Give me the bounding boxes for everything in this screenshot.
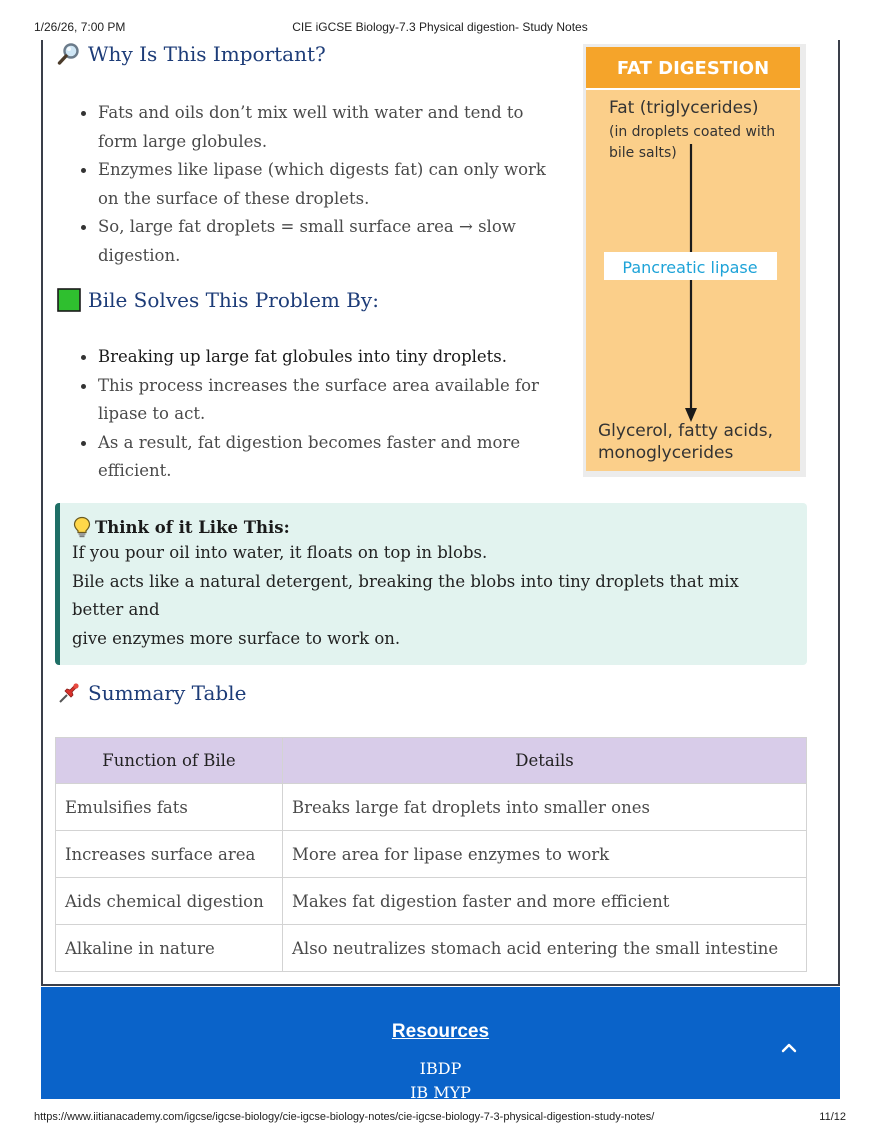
- magnifier-icon: [57, 42, 81, 66]
- table-cell: Increases surface area: [56, 831, 283, 878]
- table-header-row: [56, 738, 807, 784]
- footer-link-ibdp[interactable]: IBDP: [419, 1059, 462, 1078]
- fat-digestion-figure: [583, 44, 806, 477]
- callout-title: [72, 515, 791, 539]
- callout-line: If you pour oil into water, it floats on top in blobs.: [72, 543, 488, 562]
- list-item: Enzymes like lipase (which digests fat) can only work on the surface of these droplets.: [78, 156, 568, 213]
- list-item: Fats and oils don’t mix well with water and tend to form large globules.: [78, 99, 568, 156]
- callout-title-text: Think of it Like This:: [95, 517, 290, 537]
- column-header: Details: [283, 738, 807, 784]
- figure-products: Glycerol, fatty acids,: [598, 421, 774, 441]
- important-list: [78, 99, 568, 270]
- column-header: Function of Bile: [56, 738, 283, 784]
- print-footer: [34, 1111, 846, 1127]
- table-cell: Makes fat digestion faster and more efficient: [283, 878, 807, 925]
- chevron-up-icon: [774, 1033, 804, 1063]
- print-url: https://www.iitianacademy.com/igcse/igcse-biology/cie-igcse-biology-notes/cie-igcse-biology-7-3-physical-digestion-study-notes/: [34, 1111, 655, 1123]
- callout-line: Bile acts like a natural detergent, breaking the blobs into tiny droplets that mix better and: [72, 571, 739, 619]
- resources-link[interactable]: Resources: [391, 1021, 490, 1042]
- green-square-icon: [57, 288, 81, 312]
- lightbulb-icon: [72, 516, 92, 538]
- figure-substrate: Fat (triglycerides): [609, 98, 759, 118]
- figure-header: FAT DIGESTION: [616, 58, 770, 79]
- figure-substrate-note-2: bile salts): [609, 145, 677, 161]
- table-cell: Aids chemical digestion: [56, 878, 283, 925]
- table-cell: Alkaline in nature: [56, 925, 283, 972]
- print-header: [34, 20, 846, 36]
- table-cell: Also neutralizes stomach acid entering the small intestine: [283, 925, 807, 972]
- print-page-title: CIE iGCSE Biology-7.3 Physical digestion- Study Notes: [292, 20, 588, 34]
- think-callout: [55, 503, 807, 665]
- print-page-number: 11/12: [819, 1111, 846, 1123]
- print-date: 1/26/26, 7:00 PM: [34, 20, 126, 34]
- table-row: [56, 878, 807, 925]
- important-heading: [57, 42, 326, 66]
- figure-products-2: monoglycerides: [598, 443, 734, 463]
- list-item: This process increases the surface area available for lipase to act.: [78, 372, 568, 429]
- site-footer: [41, 987, 840, 1099]
- figure-enzyme: Pancreatic lipase: [622, 258, 758, 277]
- pushpin-icon: [57, 681, 81, 705]
- list-item: So, large fat droplets = small surface area → slow digestion.: [78, 213, 568, 270]
- list-item: As a result, fat digestion becomes faster and more efficient.: [78, 429, 568, 486]
- scroll-to-top-button[interactable]: [774, 1033, 804, 1063]
- summary-heading: [57, 681, 246, 705]
- important-heading-text: Why Is This Important?: [88, 42, 326, 66]
- summary-table: [55, 737, 807, 972]
- table-row: [56, 831, 807, 878]
- bile-heading: [57, 288, 379, 312]
- list-item: Breaking up large fat globules into tiny droplets.: [78, 343, 568, 372]
- table-cell: Emulsifies fats: [56, 784, 283, 831]
- table-cell: Breaks large fat droplets into smaller ones: [283, 784, 807, 831]
- figure-substrate-note: (in droplets coated with: [609, 124, 776, 140]
- footer-link-ibmyp[interactable]: IB MYP: [410, 1083, 471, 1099]
- bile-list: [78, 343, 568, 486]
- table-cell: More area for lipase enzymes to work: [283, 831, 807, 878]
- callout-line: give enzymes more surface to work on.: [72, 628, 401, 648]
- bile-heading-text: Bile Solves This Problem By:: [88, 288, 379, 312]
- table-row: [56, 784, 807, 831]
- table-row: [56, 925, 807, 972]
- summary-heading-text: Summary Table: [88, 681, 247, 705]
